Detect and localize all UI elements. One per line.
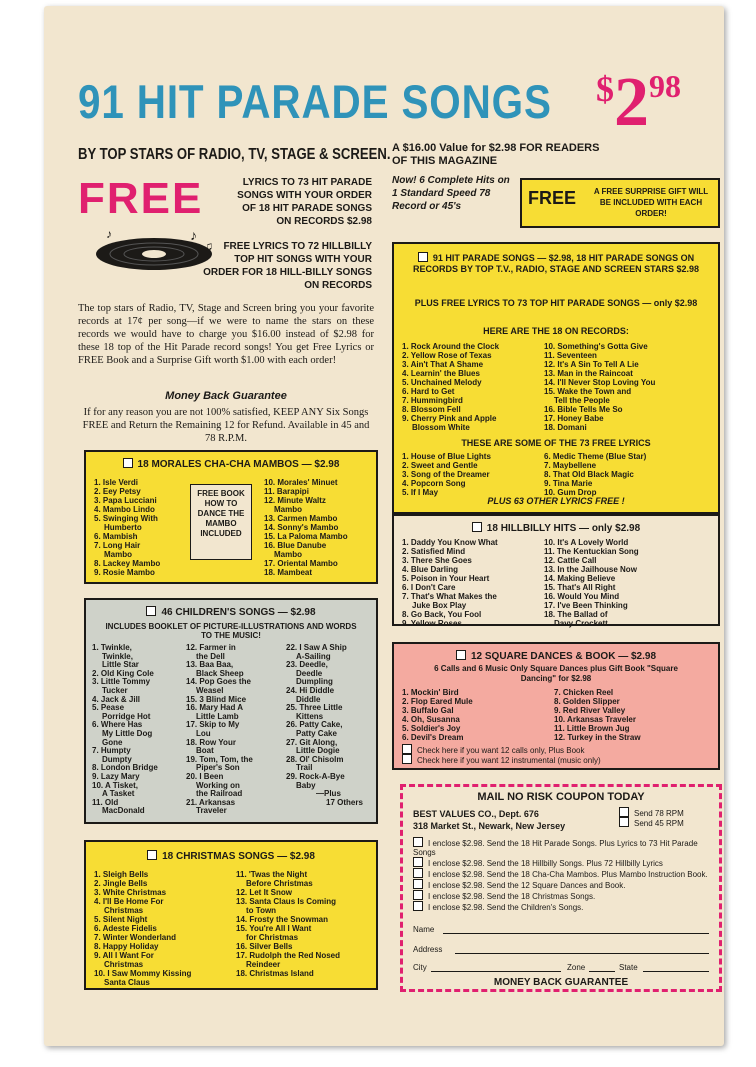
coupon-option-checkbox[interactable] <box>413 890 423 900</box>
list-item: 1. Mockin' Bird <box>402 688 459 697</box>
list-item: 5. Pease <box>92 703 125 713</box>
list-item: 15. La Paloma Mambo <box>264 532 348 541</box>
list-item: 16. Silver Bells <box>236 942 293 951</box>
list-item: 14. I'll Never Stop Loving You <box>544 378 656 387</box>
mambos-checkbox[interactable] <box>123 458 133 468</box>
zone-label: Zone <box>567 963 586 972</box>
list-item: Twinkle, <box>102 651 133 661</box>
coupon-title: MAIL NO RISK COUPON TODAY <box>477 791 645 803</box>
list-item: Christmas <box>104 906 144 915</box>
list-item: 11. 'Twas the Night <box>236 870 308 879</box>
list-item: 17 Others <box>326 797 363 807</box>
coupon-option[interactable]: I enclose $2.98. Send the Children's Songs. <box>413 901 711 912</box>
city-label: City <box>413 963 427 972</box>
list-item: 5. Silent Night <box>94 915 148 924</box>
christmas-title: 18 CHRISTMAS SONGS — $2.98 <box>86 850 376 862</box>
coupon-address: 318 Market St., Newark, New Jersey <box>413 821 566 831</box>
coupon-option-checkbox[interactable] <box>413 857 423 867</box>
list-item: 8. Blossom Fell <box>402 405 461 414</box>
list-item: 8. That Old Black Magic <box>544 470 634 479</box>
hillbilly-checkbox[interactable] <box>472 522 482 532</box>
children-note: INCLUDES BOOKLET OF PICTURE-ILLUSTRATIONS AND WORDS TO THE MUSIC! <box>105 622 357 640</box>
hit-parade-box <box>392 242 720 514</box>
list-item: Lou <box>196 728 211 738</box>
list-item: Christmas <box>104 960 144 969</box>
svg-text:♪: ♪ <box>190 228 197 243</box>
list-item: 6. Adeste Fidelis <box>94 924 157 933</box>
list-item: 3. Ain't That A Shame <box>402 360 484 369</box>
list-item: Boat <box>196 746 214 756</box>
list-item: 3. Little Tommy <box>92 677 151 687</box>
state-field[interactable] <box>643 971 709 972</box>
list-item: 18. Domani <box>544 423 587 432</box>
list-item: 7. Long Hair <box>94 541 141 550</box>
list-item: Patty Cake <box>296 728 337 738</box>
lyrics-list-left <box>402 452 491 497</box>
list-item: 14. Pop Goes the <box>186 677 251 687</box>
children-col-2 <box>186 644 253 816</box>
square-dances-list-left <box>402 688 473 742</box>
list-item: Little Star <box>102 660 139 670</box>
list-item: Kittens <box>296 711 324 721</box>
order-coupon <box>400 784 722 992</box>
list-item: 4. Oh, Susanna <box>402 715 460 724</box>
list-item: Little Lamb <box>196 711 239 721</box>
list-item: 10. Arkansas Traveler <box>554 715 636 724</box>
list-item: 8. London Bridge <box>92 763 158 773</box>
list-item: 10. It's A Lovely World <box>544 538 629 547</box>
list-item: 5. Soldier's Joy <box>402 724 461 733</box>
list-item: 9. Yellow Roses <box>402 619 462 628</box>
list-item: 7. Chicken Reel <box>554 688 614 697</box>
list-item: 16. Mary Had A <box>186 703 244 713</box>
list-item: 1. Sleigh Bells <box>94 870 149 879</box>
list-item: 13. Santa Claus Is Coming <box>236 897 337 906</box>
list-item: 20. I Been <box>186 771 224 781</box>
list-item: 3. Song of the Dreamer <box>402 470 490 479</box>
list-item: Mambo <box>274 505 302 514</box>
square-dances-list-right <box>554 688 641 742</box>
christmas-checkbox[interactable] <box>147 850 157 860</box>
list-item: 6. Where Has <box>92 720 143 730</box>
list-item: 11. The Kentuckian Song <box>544 547 639 556</box>
list-item: 15. That's All Right <box>544 583 616 592</box>
list-item: 9. Rosie Mambo <box>94 568 155 577</box>
list-item: to Town <box>246 906 277 915</box>
price-cents: 98 <box>649 68 681 104</box>
list-item: 22. I Saw A Ship <box>286 643 347 652</box>
list-item: 5. Swinging With <box>94 514 158 523</box>
hillbilly-list-right <box>544 538 639 628</box>
list-item: 18. Christmas Island <box>236 969 314 978</box>
list-item: the Railroad <box>196 789 243 799</box>
list-item: 12. Cattle Call <box>544 556 597 565</box>
list-item: 12. Let It Snow <box>236 888 293 897</box>
list-item: Piper's Son <box>196 763 240 773</box>
list-item: 4. Mambo Lindo <box>94 505 155 514</box>
list-item: 17. Skip to My <box>186 720 240 730</box>
rpm78-option[interactable]: Send 78 RPM <box>619 807 684 818</box>
list-item: 13. In the Jailhouse Now <box>544 565 637 574</box>
list-item: 7. Humpty <box>92 746 131 756</box>
now-six-hits: Now! 6 Complete Hits on 1 Standard Speed 78 Record or 45's <box>392 175 510 212</box>
price-dollar: $ <box>596 69 614 109</box>
square-dances-checkbox[interactable] <box>456 650 466 660</box>
christmas-box <box>84 840 378 990</box>
coupon-option-checkbox[interactable] <box>413 901 423 911</box>
address-field[interactable] <box>455 953 709 954</box>
list-item: Weasel <box>196 685 224 695</box>
list-item: 10. Something's Gotta Give <box>544 342 648 351</box>
lyrics-offer-2: FREE LYRICS TO 72 HILLBILLY TOP HIT SONGS WITH YOUR ORDER FOR 18 HILL-BILLY SONGS ON RECORDS <box>203 241 372 291</box>
list-item: Dumpty <box>102 754 132 764</box>
list-item: 13. Baa Baa, <box>186 660 234 670</box>
list-item: 7. That's What Makes the <box>402 592 497 601</box>
intro-paragraph: The top stars of Radio, TV, Stage and Screen bring you your favorite records at 17¢ per song—if we were to name the stars on these records we would have to charge you $16.00 instead of $2.98 for these 18 top of the Hit Parade record songs! You get Free Lyrics or FREE Book and a Surprise Gift worth $1.00 with each order! <box>78 303 374 366</box>
rpm45-option[interactable]: Send 45 RPM <box>619 817 684 828</box>
list-item: 14. Sonny's Mambo <box>264 523 339 532</box>
list-item: 3. White Christmas <box>94 888 167 897</box>
list-item: 2. Jingle Bells <box>94 879 148 888</box>
list-item: Reindeer <box>246 960 281 969</box>
list-item: Deedle <box>296 668 323 678</box>
gift-text: A FREE SURPRISE GIFT WILL BE INCLUDED WITH EACH ORDER! <box>593 187 709 218</box>
list-item: 8. Lackey Mambo <box>94 559 161 568</box>
list-item: Little Dogie <box>296 746 340 756</box>
list-item: 9. Cherry Pink and Apple <box>402 414 497 423</box>
coupon-option[interactable]: I enclose $2.98. Send the 18 Hit Parade Songs. Plus Lyrics to 73 Hit Parade Songs <box>413 839 698 857</box>
list-item: 10. A Tisket, <box>92 780 138 790</box>
list-item: 6. I Don't Care <box>402 583 456 592</box>
list-item: Blossom White <box>412 423 470 432</box>
coupon-options <box>413 837 711 912</box>
hillbilly-list-left <box>402 538 498 628</box>
christmas-list-right <box>236 870 340 978</box>
list-item: 4. Jack & Jill <box>92 694 141 704</box>
city-field[interactable] <box>431 971 561 972</box>
list-item: 21. Arkansas <box>186 797 236 807</box>
list-item: 15. Wake the Town and <box>544 387 632 396</box>
list-item: 3. Papa Lucciani <box>94 496 157 505</box>
hit-parade-plus: PLUS FREE LYRICS TO 73 TOP HIT PARADE SONGS — only $2.98 <box>414 298 698 308</box>
list-item: 5. If I May <box>402 488 439 497</box>
list-item: 9. Red River Valley <box>554 706 626 715</box>
list-item: 27. Git Along, <box>286 737 338 747</box>
coupon-option[interactable]: I enclose $2.98. Send the 18 Hillbilly Songs. Plus 72 Hillbilly Lyrics <box>413 857 711 868</box>
list-item: 17. Oriental Mambo <box>264 559 338 568</box>
list-item: 2. Satisfied Mind <box>402 547 466 556</box>
list-item: 11. Seventeen <box>544 351 597 360</box>
price <box>596 64 681 141</box>
list-item: Gone <box>102 737 123 747</box>
lyrics-offer-1: LYRICS TO 73 HIT PARADE SONGS WITH YOUR ORDER OF 18 HIT PARADE SONGS ON RECORDS $2.98 <box>237 177 372 227</box>
coupon-footer: MONEY BACK GUARANTEE <box>493 977 629 988</box>
list-item: 17. Rudolph the Red Nosed <box>236 951 341 960</box>
lyrics-heading: THESE ARE SOME OF THE 73 FREE LYRICS <box>461 438 651 448</box>
coupon-option[interactable]: I enclose $2.98. Send the 18 Cha-Cha Mambos. Plus Mambo Instruction Book. <box>413 868 711 879</box>
svg-text:♫: ♫ <box>204 239 213 253</box>
list-item: 7. Hummingbird <box>402 396 463 405</box>
list-item: 18. Mambeat <box>264 568 313 577</box>
list-item: 6. Hard to Get <box>402 387 455 396</box>
list-item: 12. Farmer in <box>186 643 236 652</box>
list-item: for Christmas <box>246 933 299 942</box>
list-item: 6. Mambish <box>94 532 138 541</box>
state-label: State <box>619 963 638 972</box>
list-item: 12. It's A Sin To Tell A Lie <box>544 360 639 369</box>
list-item: 9. Lazy Mary <box>92 771 140 781</box>
list-item: 4. I'll Be Home For <box>94 897 164 906</box>
list-item: 8. Happy Holiday <box>94 942 159 951</box>
free-word: FREE <box>78 174 204 223</box>
subtitle: BY TOP STARS OF RADIO, TV, STAGE & SCREEN. <box>78 146 391 163</box>
mambos-title: 18 MORALES CHA-CHA MAMBOS — $2.98 <box>86 458 376 470</box>
records-list-right <box>544 342 655 432</box>
mambos-list-right <box>264 478 348 577</box>
list-item: Tell the People <box>554 396 610 405</box>
mambos-box <box>84 450 378 584</box>
address-label: Address <box>413 945 443 954</box>
children-checkbox[interactable] <box>146 606 156 616</box>
zone-field[interactable] <box>589 971 615 972</box>
list-item: —Plus <box>316 789 341 799</box>
list-item: 4. Blue Darling <box>402 565 459 574</box>
coupon-company: BEST VALUES CO., Dept. 676 <box>413 809 539 819</box>
list-item: 13. Man in the Raincoat <box>544 369 633 378</box>
coupon-option-checkbox[interactable] <box>413 868 423 878</box>
mambos-list-left <box>94 478 160 577</box>
calls-only-option[interactable]: Check here if you want 12 calls only, Plus Book <box>402 744 585 755</box>
list-item: 1. Daddy You Know What <box>402 538 498 547</box>
list-item: 14. Frosty the Snowman <box>236 915 329 924</box>
list-item: Santa Claus <box>104 978 150 987</box>
guarantee-title: Money Back Guarantee <box>165 390 287 402</box>
list-item: 15. You're All I Want <box>236 924 312 933</box>
list-item: 12. Turkey in the Straw <box>554 733 641 742</box>
list-item: 1. House of Blue Lights <box>402 452 491 461</box>
list-item: Traveler <box>196 806 227 816</box>
list-item: My Little Dog <box>102 728 153 738</box>
square-dances-box <box>392 642 720 770</box>
list-item: 1. Isle Verdi <box>94 478 139 487</box>
square-dances-subtitle: 6 Calls and 6 Music Only Square Dances plus Gift Book "Square Dancing" for $2.98 <box>434 664 678 683</box>
hillbilly-box <box>392 514 720 626</box>
list-item: 19. Tom, Tom, the <box>186 754 253 764</box>
list-item: the Dell <box>196 651 225 661</box>
rpm45-checkbox[interactable] <box>619 817 629 827</box>
list-item: Tucker <box>102 685 128 695</box>
list-item: 11. Barapipi <box>264 487 309 496</box>
list-item: Before Christmas <box>246 879 313 888</box>
coupon-option[interactable]: I enclose $2.98. Send the 12 Square Dances and Book. <box>413 879 711 890</box>
gift-free-word: FREE <box>528 188 577 208</box>
list-item: 14. Making Believe <box>544 574 616 583</box>
list-item: 8. Go Back, You Fool <box>402 610 482 619</box>
list-item: Davy Crockett <box>554 619 608 628</box>
list-item: 16. Bible Tells Me So <box>544 405 623 414</box>
list-item: A Tasket <box>102 789 135 799</box>
list-item: 16. Would You Mind <box>544 592 620 601</box>
list-item: 2. Flop Eared Mule <box>402 697 473 706</box>
instrumental-option[interactable]: Check here if you want 12 instrumental (music only) <box>402 754 601 765</box>
list-item: 15. 3 Blind Mice <box>186 694 247 704</box>
list-item: 17. I've Been Thinking <box>544 601 628 610</box>
comic-back-cover <box>44 6 724 1046</box>
list-item: 7. Winter Wonderland <box>94 933 177 942</box>
list-item: 18. The Ballad of <box>544 610 608 619</box>
lyrics-footer: PLUS 63 OTHER LYRICS FREE ! <box>487 496 625 506</box>
list-item: Black Sheep <box>196 668 244 678</box>
list-item: 26. Patty Cake, <box>286 720 343 730</box>
hillbilly-title: 18 HILLBILLY HITS — only $2.98 <box>394 522 718 534</box>
list-item: Diddle <box>296 694 321 704</box>
list-item: 2. Sweet and Gentle <box>402 461 478 470</box>
list-item: 4. Learnin' the Blues <box>402 369 480 378</box>
christmas-list-left <box>94 870 191 987</box>
list-item: 10. Morales' Minuet <box>264 478 338 487</box>
headline: 91 HIT PARADE SONGS <box>78 75 552 128</box>
lyrics-list-right <box>544 452 646 497</box>
free-gift-box <box>520 178 720 228</box>
list-item: 16. Blue Danube <box>264 541 327 550</box>
list-item: Porridge Hot <box>102 711 151 721</box>
children-title: 46 CHILDREN'S SONGS — $2.98 <box>86 606 376 618</box>
records-heading: HERE ARE THE 18 ON RECORDS: <box>483 326 629 336</box>
children-box <box>84 598 378 824</box>
instrumental-checkbox[interactable] <box>402 754 412 764</box>
coupon-option[interactable]: I enclose $2.98. Send the 18 Christmas Songs. <box>413 890 711 901</box>
list-item: 5. Poison in Your Heart <box>402 574 490 583</box>
list-item: 18. Row Your <box>186 737 236 747</box>
list-item: 2. Yellow Rose of Texas <box>402 351 492 360</box>
list-item: Working on <box>196 780 240 790</box>
list-item: 24. Hi Diddle <box>286 685 335 695</box>
coupon-option-checkbox[interactable] <box>413 879 423 889</box>
list-item: 28. Ol' Chisolm <box>286 754 344 764</box>
list-item: 12. Minute Waltz <box>264 496 326 505</box>
list-item: Mambo <box>274 550 302 559</box>
value-text: A $16.00 Value for $2.98 FOR READERS OF THIS MAGAZINE <box>392 142 600 167</box>
list-item: 5. Unchained Melody <box>402 378 482 387</box>
list-item: 17. Honey Babe <box>544 414 604 423</box>
name-label: Name <box>413 925 435 934</box>
list-item: 4. Popcorn Song <box>402 479 466 488</box>
list-item: 11. Little Brown Jug <box>554 724 630 733</box>
list-item: 9. Tina Marie <box>544 479 593 488</box>
list-item: 13. Carmen Mambo <box>264 514 338 523</box>
list-item: MacDonald <box>102 806 145 816</box>
list-item: 23. Deedle, <box>286 660 328 670</box>
list-item: 7. Maybellene <box>544 461 597 470</box>
list-item: 2. Eey Petsy <box>94 487 141 496</box>
list-item: Juke Box Play <box>412 601 467 610</box>
calls-only-checkbox[interactable] <box>402 744 412 754</box>
children-col-3 <box>286 644 363 807</box>
hit-parade-checkbox[interactable] <box>418 252 428 262</box>
price-main: 2 <box>614 64 649 141</box>
list-item: 3. There She Goes <box>402 556 472 565</box>
list-item: 8. Golden Slipper <box>554 697 620 706</box>
mambo-book-box: FREE BOOK HOW TO DANCE THE MAMBO INCLUDED <box>190 484 252 560</box>
list-item: 29. Rock-A-Bye <box>286 771 345 781</box>
list-item: 9. All I Want For <box>94 951 154 960</box>
list-item: A-Sailing <box>296 651 331 661</box>
list-item: Dumpling <box>296 677 333 687</box>
list-item: 10. I Saw Mommy Kissing <box>94 969 192 978</box>
guarantee-text: If for any reason you are not 100% satisfied, KEEP ANY Six Songs FREE and Return the Remaining 12 for Refund. Available in 45 and 78 R.P.M. <box>82 407 370 444</box>
name-field[interactable] <box>443 933 709 934</box>
list-item: 1. Rock Around the Clock <box>402 342 500 351</box>
list-item: 25. Three Little <box>286 703 343 713</box>
list-item: 3. Buffalo Gal <box>402 706 454 715</box>
rpm78-checkbox[interactable] <box>619 807 629 817</box>
records-list-left <box>402 342 499 432</box>
list-item: Baby <box>296 780 316 790</box>
list-item: Mambo <box>104 550 132 559</box>
list-item: 6. Devil's Dream <box>402 733 464 742</box>
children-col-1 <box>92 644 158 816</box>
hit-parade-title: 91 HIT PARADE SONGS — $2.98, 18 HIT PARADE SONGS ON RECORDS BY TOP T.V., RADIO, STAGE AND SCREEN STARS $2.98 <box>412 253 700 274</box>
svg-text:♪: ♪ <box>106 228 112 241</box>
list-item: Humberto <box>104 523 142 532</box>
list-item: 1. Twinkle, <box>92 643 132 652</box>
list-item: 6. Medic Theme (Blue Star) <box>544 452 647 461</box>
list-item: 11. Old <box>92 797 119 807</box>
list-item: Trail <box>296 763 313 773</box>
list-item: 2. Old King Cole <box>92 668 154 678</box>
list-item: 10. Gum Drop <box>544 488 597 497</box>
coupon-option-checkbox[interactable] <box>413 837 423 847</box>
square-dances-title: 12 SQUARE DANCES & BOOK — $2.98 <box>394 650 718 662</box>
